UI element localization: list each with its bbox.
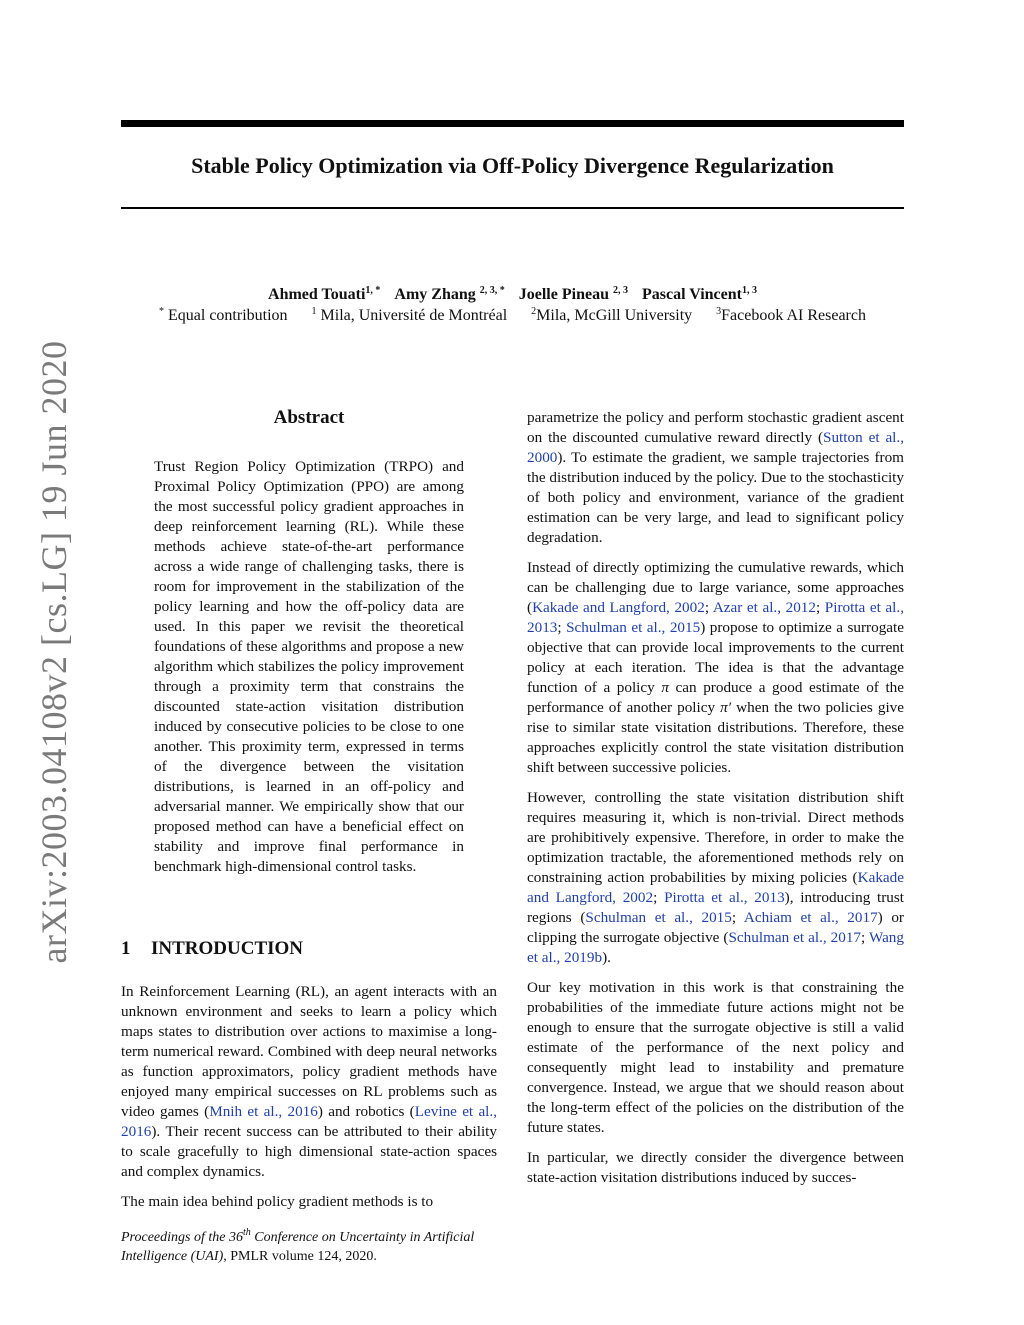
- citation-link[interactable]: Mnih et al., 2016: [209, 1103, 318, 1120]
- proceedings-footnote: Proceedings of the 36th Conference on Uncertainty in Artificial Intelligence (UAI), PMLR volume 124, 2020.: [121, 1227, 475, 1264]
- left-column-body: [121, 982, 497, 1222]
- citation-link[interactable]: Levine et al., 2016: [121, 1103, 497, 1140]
- title-bottom-rule: [121, 207, 904, 209]
- citation-link[interactable]: Azar et al., 2012: [712, 599, 816, 616]
- citation-link[interactable]: Pirotta et al., 2013: [527, 599, 904, 636]
- right-column-body: [527, 408, 904, 1198]
- affiliation-list: [121, 305, 904, 327]
- citation-link[interactable]: Kakade and Langford, 2002: [527, 869, 904, 906]
- paragraph: Our key motivation in this work is that constraining the probabilities of the immediate future actions might not be enough to ensure that the surrogate objective is still a valid estimate of the performance of the next policy and consequently might lead to instability and premature convergence. Instead, we argue that we should reason about the long-term effect of the policies on the distribution of the future states.: [527, 979, 904, 1136]
- math-symbol: π: [661, 679, 669, 696]
- abstract-body: Trust Region Policy Optimization (TRPO) and Proximal Policy Optimization (PPO) are among the most successful policy gradient approaches in deep reinforcement learning (RL). While these methods achieve state-of-the-art performance across a wide range of challenging tasks, there is room for improvement in the stabilization of the policy learning and how the off-policy data are used. In this paper we revisit the theoretical foundations of these algorithms and propose a new algorithm which stabilizes the policy improvement through a proximity term that constrains the discounted state-action visitation distribution induced by consecutive policies to be close to one another. This proximity term, expressed in terms of the divergence between the visitation distributions, is learned in an off-policy and adversarial manner. We empirically show that our proposed method can have a beneficial effect on stability and improve final performance in benchmark high-dimensional control tasks.: [154, 458, 464, 875]
- section-title: INTRODUCTION: [151, 938, 304, 959]
- section-heading-introduction: [121, 936, 497, 962]
- paper-title: Stable Policy Optimization via Off-Policy Divergence Regularization: [191, 153, 834, 178]
- citation-link[interactable]: Pirotta et al., 2013: [664, 889, 785, 906]
- affiliation: $^3$Facebook AI Research: [716, 306, 866, 324]
- citation-link[interactable]: Kakade and Langford, 2002: [532, 599, 705, 616]
- citation-link[interactable]: Schulman et al., 2015: [585, 909, 732, 926]
- citation-link[interactable]: Sutton et al., 2000: [527, 429, 904, 466]
- abstract-heading: Abstract: [273, 407, 345, 428]
- citation-link[interactable]: Schulman et al., 2015: [566, 619, 701, 636]
- author: Joelle Pineau $^{2, 3}$: [518, 285, 628, 303]
- author-list: [121, 283, 904, 307]
- author: Pascal Vincent$^{1, 3}$: [641, 285, 757, 303]
- paragraph: In Reinforcement Learning (RL), an agent interacts with an unknown environment and seeks to learn a policy which maps states to distribution over actions to maximise a long-term numerical reward. Combined with deep neural networks as function approximators, policy gradient methods have enjoyed many empirical successes on RL problems such as video games (Mnih et al., 2016) and robotics (Levine et al., 2016). Their recent success can be attributed to their ability to scale gracefully to high dimensional state-action spaces and complex dynamics.: [121, 983, 497, 1180]
- math-symbol: π′: [720, 699, 732, 716]
- paragraph: In particular, we directly consider the divergence between state-action visitation distributions induced by succes-: [527, 1149, 904, 1186]
- paragraph: The main idea behind policy gradient methods is to: [121, 1193, 434, 1210]
- author: Amy Zhang $^{2, 3, *}$: [394, 285, 505, 303]
- arxiv-identifier: arXiv:2003.04108v2 [cs.LG] 19 Jun 2020: [34, 340, 74, 964]
- affiliation: $^1$ Mila, Université de Montréal: [311, 306, 508, 324]
- affiliation: * Equal contribution: [159, 306, 288, 324]
- affiliation: $^2$Mila, McGill University: [531, 306, 693, 324]
- citation-link[interactable]: Wang et al., 2019b: [527, 929, 904, 966]
- paragraph: parametrize the policy and perform stochastic gradient ascent on the discounted cumulative reward directly (Sutton et al., 2000). To estimate the gradient, we sample trajectories from the distribution induced by the policy. Due to the stochasticity of both policy and environment, variance of the gradient estimation can be very large, and lead to significant policy degradation.: [527, 409, 904, 546]
- author: Ahmed Touati$^{1, *}$: [268, 285, 381, 303]
- citation-link[interactable]: Schulman et al., 2017: [728, 929, 862, 946]
- section-number: 1: [121, 938, 131, 959]
- paragraph: However, controlling the state visitation distribution shift requires measuring it, which is non-trivial. Direct methods are prohibitively expensive. Therefore, in order to make the optimization tractable, the aforementioned methods rely on constraining action probabilities by mixing policies (Kakade and Langford, 2002; Pirotta et al., 2013), introducing trust regions (Schulman et al., 2015; Achiam et al., 2017) or clipping the surrogate objective (Schulman et al., 2017; Wang et al., 2019b).: [527, 789, 905, 966]
- paragraph: Instead of directly optimizing the cumulative rewards, which can be challenging due to large variance, some approaches (Kakade and Langford, 2002; Azar et al., 2012; Pirotta et al., 2013; Schulman et al., 2015) propose to optimize a surrogate objective that can provide local improvements to the current policy at each iteration. The idea is that the advantage function of a policy π can produce a good estimate of the performance of another policy π′ when the two policies give rise to similar state visitation distributions. Therefore, these approaches explicitly control the state visitation distribution shift between successive policies.: [527, 559, 905, 776]
- citation-link[interactable]: Achiam et al., 2017: [743, 909, 878, 926]
- title-top-rule: [121, 120, 904, 127]
